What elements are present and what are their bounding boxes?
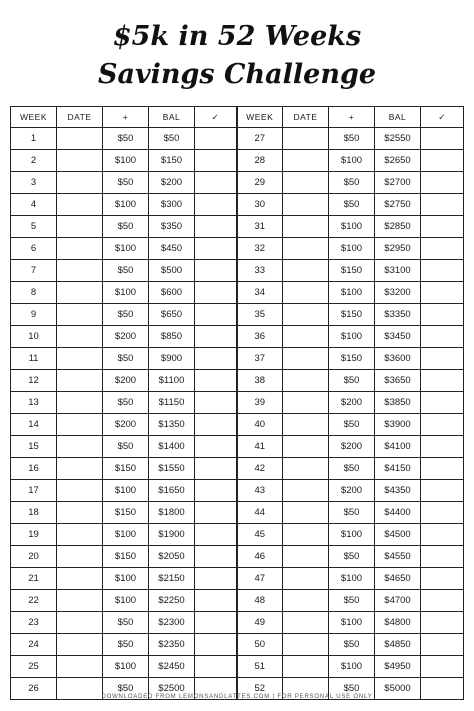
amount-cell: $150 xyxy=(103,546,149,568)
table-row xyxy=(11,150,464,172)
date-input-cell[interactable] xyxy=(283,392,329,414)
date-input-cell[interactable] xyxy=(283,436,329,458)
week-cell: 13 xyxy=(11,392,57,414)
checkbox-cell[interactable] xyxy=(195,304,237,326)
checkbox-cell[interactable] xyxy=(195,568,237,590)
date-input-cell[interactable] xyxy=(283,216,329,238)
date-input-cell[interactable] xyxy=(283,480,329,502)
amount-cell: $200 xyxy=(103,414,149,436)
amount-cell: $150 xyxy=(103,502,149,524)
table-row xyxy=(11,128,464,150)
amount-cell: $50 xyxy=(103,260,149,282)
checkbox-cell[interactable] xyxy=(421,172,464,194)
week-cell: 9 xyxy=(11,304,57,326)
amount-cell: $100 xyxy=(329,326,375,348)
date-input-cell[interactable] xyxy=(57,392,103,414)
date-input-cell[interactable] xyxy=(283,172,329,194)
checkbox-cell[interactable] xyxy=(421,282,464,304)
table-row xyxy=(11,172,464,194)
date-input-cell[interactable] xyxy=(57,348,103,370)
checkbox-cell[interactable] xyxy=(195,150,237,172)
week-cell: 41 xyxy=(237,436,283,458)
balance-cell: $1550 xyxy=(149,458,195,480)
week-cell: 16 xyxy=(11,458,57,480)
date-input-cell[interactable] xyxy=(283,546,329,568)
table-row xyxy=(11,634,464,656)
table-row xyxy=(11,216,464,238)
amount-cell: $100 xyxy=(329,150,375,172)
balance-cell: $200 xyxy=(149,172,195,194)
week-cell: 47 xyxy=(237,568,283,590)
table-row xyxy=(11,392,464,414)
week-cell: 52 xyxy=(237,678,283,700)
amount-cell: $100 xyxy=(329,568,375,590)
table-row xyxy=(11,590,464,612)
amount-cell: $100 xyxy=(103,590,149,612)
checkbox-cell[interactable] xyxy=(195,348,237,370)
table-row xyxy=(11,260,464,282)
check-header-right: ✓ xyxy=(421,107,464,128)
checkbox-cell[interactable] xyxy=(195,634,237,656)
checkbox-cell[interactable] xyxy=(195,656,237,678)
week-cell: 3 xyxy=(11,172,57,194)
week-cell: 5 xyxy=(11,216,57,238)
date-input-cell[interactable] xyxy=(283,348,329,370)
week-cell: 36 xyxy=(237,326,283,348)
table-row xyxy=(11,194,464,216)
balance-cell: $2300 xyxy=(149,612,195,634)
table-row xyxy=(11,370,464,392)
week-cell: 26 xyxy=(11,678,57,700)
week-cell: 32 xyxy=(237,238,283,260)
balance-cell: $4350 xyxy=(375,480,421,502)
week-cell: 22 xyxy=(11,590,57,612)
amount-cell: $50 xyxy=(329,634,375,656)
table-row xyxy=(11,326,464,348)
amount-cell: $150 xyxy=(329,260,375,282)
amount-cell: $50 xyxy=(103,304,149,326)
balance-cell: $4550 xyxy=(375,546,421,568)
amount-cell: $100 xyxy=(103,150,149,172)
checkbox-cell[interactable] xyxy=(195,370,237,392)
week-header-left: WEEK xyxy=(11,107,57,128)
date-input-cell[interactable] xyxy=(283,502,329,524)
date-input-cell[interactable] xyxy=(57,480,103,502)
table-row xyxy=(11,480,464,502)
date-input-cell[interactable] xyxy=(57,546,103,568)
amount-cell: $50 xyxy=(329,546,375,568)
amount-cell: $100 xyxy=(329,282,375,304)
balance-cell: $2450 xyxy=(149,656,195,678)
week-cell: 49 xyxy=(237,612,283,634)
balance-header-right: BAL xyxy=(375,107,421,128)
week-cell: 18 xyxy=(11,502,57,524)
date-input-cell[interactable] xyxy=(57,634,103,656)
week-cell: 25 xyxy=(11,656,57,678)
amount-cell: $50 xyxy=(329,414,375,436)
checkbox-cell[interactable] xyxy=(421,392,464,414)
amount-cell: $50 xyxy=(329,502,375,524)
week-cell: 46 xyxy=(237,546,283,568)
table-row xyxy=(11,502,464,524)
checkbox-cell[interactable] xyxy=(195,480,237,502)
amount-cell: $100 xyxy=(329,216,375,238)
week-cell: 40 xyxy=(237,414,283,436)
balance-cell: $2950 xyxy=(375,238,421,260)
checkbox-cell[interactable] xyxy=(195,392,237,414)
amount-cell: $100 xyxy=(103,480,149,502)
amount-cell: $100 xyxy=(329,238,375,260)
checkbox-cell[interactable] xyxy=(195,436,237,458)
checkbox-cell[interactable] xyxy=(421,260,464,282)
week-cell: 15 xyxy=(11,436,57,458)
week-header-right: WEEK xyxy=(237,107,283,128)
checkbox-cell[interactable] xyxy=(195,458,237,480)
amount-cell: $50 xyxy=(329,172,375,194)
amount-cell: $100 xyxy=(103,238,149,260)
amount-cell: $200 xyxy=(329,392,375,414)
checkbox-cell[interactable] xyxy=(421,568,464,590)
balance-cell: $450 xyxy=(149,238,195,260)
date-input-cell[interactable] xyxy=(57,590,103,612)
date-input-cell[interactable] xyxy=(57,326,103,348)
checkbox-cell[interactable] xyxy=(421,634,464,656)
amount-cell: $200 xyxy=(103,326,149,348)
amount-cell: $50 xyxy=(103,436,149,458)
table-header-row xyxy=(11,107,464,128)
amount-cell: $100 xyxy=(103,568,149,590)
balance-cell: $2350 xyxy=(149,634,195,656)
amount-cell: $50 xyxy=(103,128,149,150)
date-input-cell[interactable] xyxy=(283,458,329,480)
checkbox-cell[interactable] xyxy=(421,590,464,612)
checkbox-cell[interactable] xyxy=(195,524,237,546)
date-input-cell[interactable] xyxy=(283,612,329,634)
footer-note: DOWNLOADED FROM LEMONSANDLATTES.COM | FOR PERSONAL USE ONLY xyxy=(101,694,373,700)
date-input-cell[interactable] xyxy=(57,414,103,436)
amount-header-left: + xyxy=(103,107,149,128)
checkbox-cell[interactable] xyxy=(421,370,464,392)
table-row xyxy=(11,546,464,568)
table-row xyxy=(11,238,464,260)
balance-cell: $2050 xyxy=(149,546,195,568)
checkbox-cell[interactable] xyxy=(195,612,237,634)
table-row xyxy=(11,568,464,590)
date-input-cell[interactable] xyxy=(283,194,329,216)
checkbox-cell[interactable] xyxy=(421,480,464,502)
amount-cell: $50 xyxy=(329,194,375,216)
balance-cell: $850 xyxy=(149,326,195,348)
amount-cell: $50 xyxy=(329,128,375,150)
week-cell: 44 xyxy=(237,502,283,524)
amount-cell: $50 xyxy=(103,678,149,700)
checkbox-cell[interactable] xyxy=(195,260,237,282)
week-cell: 8 xyxy=(11,282,57,304)
balance-header-left: BAL xyxy=(149,107,195,128)
checkbox-cell[interactable] xyxy=(195,216,237,238)
balance-cell: $4700 xyxy=(375,590,421,612)
amount-cell: $150 xyxy=(103,458,149,480)
checkbox-cell[interactable] xyxy=(421,656,464,678)
week-cell: 38 xyxy=(237,370,283,392)
balance-cell: $3600 xyxy=(375,348,421,370)
amount-cell: $50 xyxy=(329,370,375,392)
amount-cell: $50 xyxy=(103,348,149,370)
date-input-cell[interactable] xyxy=(57,150,103,172)
balance-cell: $4400 xyxy=(375,502,421,524)
balance-cell: $3100 xyxy=(375,260,421,282)
week-cell: 29 xyxy=(237,172,283,194)
week-cell: 48 xyxy=(237,590,283,612)
checkbox-cell[interactable] xyxy=(195,238,237,260)
date-input-cell[interactable] xyxy=(283,634,329,656)
amount-cell: $50 xyxy=(329,678,375,700)
balance-cell: $300 xyxy=(149,194,195,216)
balance-cell: $4850 xyxy=(375,634,421,656)
check-header-left: ✓ xyxy=(195,107,237,128)
balance-cell: $2850 xyxy=(375,216,421,238)
balance-cell: $600 xyxy=(149,282,195,304)
date-input-cell[interactable] xyxy=(283,304,329,326)
week-cell: 14 xyxy=(11,414,57,436)
date-input-cell[interactable] xyxy=(57,436,103,458)
balance-cell: $3850 xyxy=(375,392,421,414)
date-input-cell[interactable] xyxy=(57,172,103,194)
date-input-cell[interactable] xyxy=(57,458,103,480)
balance-cell: $50 xyxy=(149,128,195,150)
amount-cell: $100 xyxy=(329,612,375,634)
checkbox-cell[interactable] xyxy=(195,172,237,194)
balance-cell: $4950 xyxy=(375,656,421,678)
amount-header-right: + xyxy=(329,107,375,128)
checkbox-cell[interactable] xyxy=(421,436,464,458)
table-row xyxy=(11,612,464,634)
balance-cell: $4650 xyxy=(375,568,421,590)
balance-cell: $4500 xyxy=(375,524,421,546)
checkbox-cell[interactable] xyxy=(421,194,464,216)
checkbox-cell[interactable] xyxy=(195,590,237,612)
balance-cell: $900 xyxy=(149,348,195,370)
amount-cell: $50 xyxy=(329,458,375,480)
date-input-cell[interactable] xyxy=(57,128,103,150)
table-row xyxy=(11,348,464,370)
date-input-cell[interactable] xyxy=(283,656,329,678)
week-cell: 51 xyxy=(237,656,283,678)
date-header-right: DATE xyxy=(283,107,329,128)
table-row xyxy=(11,304,464,326)
balance-cell: $2250 xyxy=(149,590,195,612)
balance-cell: $2750 xyxy=(375,194,421,216)
week-cell: 4 xyxy=(11,194,57,216)
week-cell: 42 xyxy=(237,458,283,480)
balance-cell: $2150 xyxy=(149,568,195,590)
date-input-cell[interactable] xyxy=(283,590,329,612)
balance-cell: $2500 xyxy=(149,678,195,700)
amount-cell: $50 xyxy=(103,634,149,656)
date-input-cell[interactable] xyxy=(283,260,329,282)
checkbox-cell[interactable] xyxy=(421,414,464,436)
date-input-cell[interactable] xyxy=(57,502,103,524)
amount-cell: $100 xyxy=(103,524,149,546)
date-input-cell[interactable] xyxy=(283,414,329,436)
week-cell: 24 xyxy=(11,634,57,656)
table-row xyxy=(11,414,464,436)
checkbox-cell[interactable] xyxy=(421,458,464,480)
date-input-cell[interactable] xyxy=(57,260,103,282)
checkbox-cell[interactable] xyxy=(421,304,464,326)
amount-cell: $50 xyxy=(103,172,149,194)
week-cell: 39 xyxy=(237,392,283,414)
week-cell: 6 xyxy=(11,238,57,260)
date-input-cell[interactable] xyxy=(57,238,103,260)
checkbox-cell[interactable] xyxy=(421,348,464,370)
week-cell: 30 xyxy=(237,194,283,216)
week-cell: 33 xyxy=(237,260,283,282)
balance-cell: $1350 xyxy=(149,414,195,436)
date-input-cell[interactable] xyxy=(57,194,103,216)
balance-cell: $1400 xyxy=(149,436,195,458)
date-input-cell[interactable] xyxy=(57,370,103,392)
balance-cell: $3900 xyxy=(375,414,421,436)
balance-cell: $2550 xyxy=(375,128,421,150)
balance-cell: $3450 xyxy=(375,326,421,348)
week-cell: 12 xyxy=(11,370,57,392)
amount-cell: $100 xyxy=(103,282,149,304)
savings-table xyxy=(10,106,464,700)
amount-cell: $50 xyxy=(103,216,149,238)
balance-cell: $1900 xyxy=(149,524,195,546)
date-input-cell[interactable] xyxy=(283,238,329,260)
date-input-cell[interactable] xyxy=(283,370,329,392)
checkbox-cell[interactable] xyxy=(195,128,237,150)
week-cell: 50 xyxy=(237,634,283,656)
table-row xyxy=(11,458,464,480)
table-row xyxy=(11,524,464,546)
balance-cell: $3350 xyxy=(375,304,421,326)
checkbox-cell[interactable] xyxy=(421,502,464,524)
date-input-cell[interactable] xyxy=(57,524,103,546)
week-cell: 11 xyxy=(11,348,57,370)
amount-cell: $50 xyxy=(103,392,149,414)
checkbox-cell[interactable] xyxy=(195,326,237,348)
table-row xyxy=(11,656,464,678)
date-input-cell[interactable] xyxy=(283,568,329,590)
balance-cell: $4150 xyxy=(375,458,421,480)
balance-cell: $2650 xyxy=(375,150,421,172)
checkbox-cell[interactable] xyxy=(195,282,237,304)
balance-cell: $1800 xyxy=(149,502,195,524)
checkbox-cell[interactable] xyxy=(421,524,464,546)
date-input-cell[interactable] xyxy=(57,282,103,304)
checkbox-cell[interactable] xyxy=(421,216,464,238)
week-cell: 43 xyxy=(237,480,283,502)
balance-cell: $4100 xyxy=(375,436,421,458)
date-header-left: DATE xyxy=(57,107,103,128)
amount-cell: $100 xyxy=(103,656,149,678)
balance-cell: $3650 xyxy=(375,370,421,392)
amount-cell: $50 xyxy=(329,590,375,612)
balance-cell: $1650 xyxy=(149,480,195,502)
date-input-cell[interactable] xyxy=(283,150,329,172)
balance-cell: $5000 xyxy=(375,678,421,700)
week-cell: 27 xyxy=(237,128,283,150)
week-cell: 20 xyxy=(11,546,57,568)
amount-cell: $150 xyxy=(329,304,375,326)
date-input-cell[interactable] xyxy=(283,524,329,546)
balance-cell: $650 xyxy=(149,304,195,326)
checkbox-cell[interactable] xyxy=(421,546,464,568)
balance-cell: $350 xyxy=(149,216,195,238)
date-input-cell[interactable] xyxy=(57,216,103,238)
week-cell: 1 xyxy=(11,128,57,150)
week-cell: 35 xyxy=(237,304,283,326)
amount-cell: $100 xyxy=(329,656,375,678)
checkbox-cell[interactable] xyxy=(421,326,464,348)
checkbox-cell[interactable] xyxy=(421,612,464,634)
week-cell: 31 xyxy=(237,216,283,238)
checkbox-cell[interactable] xyxy=(195,546,237,568)
balance-cell: $1150 xyxy=(149,392,195,414)
amount-cell: $150 xyxy=(329,348,375,370)
amount-cell: $100 xyxy=(329,524,375,546)
balance-cell: $150 xyxy=(149,150,195,172)
week-cell: 19 xyxy=(11,524,57,546)
checkbox-cell[interactable] xyxy=(421,128,464,150)
week-cell: 34 xyxy=(237,282,283,304)
page-subtitle: Savings Challenge xyxy=(97,59,377,90)
checkbox-cell[interactable] xyxy=(195,502,237,524)
checkbox-cell[interactable] xyxy=(195,194,237,216)
amount-cell: $200 xyxy=(329,480,375,502)
checkbox-cell[interactable] xyxy=(421,238,464,260)
balance-cell: $500 xyxy=(149,260,195,282)
week-cell: 28 xyxy=(237,150,283,172)
amount-cell: $100 xyxy=(103,194,149,216)
date-input-cell[interactable] xyxy=(57,304,103,326)
week-cell: 17 xyxy=(11,480,57,502)
checkbox-cell[interactable] xyxy=(195,414,237,436)
balance-cell: $1100 xyxy=(149,370,195,392)
week-cell: 2 xyxy=(11,150,57,172)
date-input-cell[interactable] xyxy=(283,326,329,348)
date-input-cell[interactable] xyxy=(283,282,329,304)
week-cell: 7 xyxy=(11,260,57,282)
checkbox-cell[interactable] xyxy=(421,150,464,172)
week-cell: 21 xyxy=(11,568,57,590)
balance-cell: $4800 xyxy=(375,612,421,634)
week-cell: 23 xyxy=(11,612,57,634)
date-input-cell[interactable] xyxy=(57,612,103,634)
table-row xyxy=(11,282,464,304)
amount-cell: $50 xyxy=(103,612,149,634)
balance-cell: $3200 xyxy=(375,282,421,304)
week-cell: 45 xyxy=(237,524,283,546)
amount-cell: $200 xyxy=(329,436,375,458)
week-cell: 37 xyxy=(237,348,283,370)
page-title: $5k in 52 Weeks xyxy=(112,21,362,52)
date-input-cell[interactable] xyxy=(57,656,103,678)
table-row xyxy=(11,436,464,458)
week-cell: 10 xyxy=(11,326,57,348)
date-input-cell[interactable] xyxy=(57,568,103,590)
amount-cell: $200 xyxy=(103,370,149,392)
date-input-cell[interactable] xyxy=(283,128,329,150)
balance-cell: $2700 xyxy=(375,172,421,194)
